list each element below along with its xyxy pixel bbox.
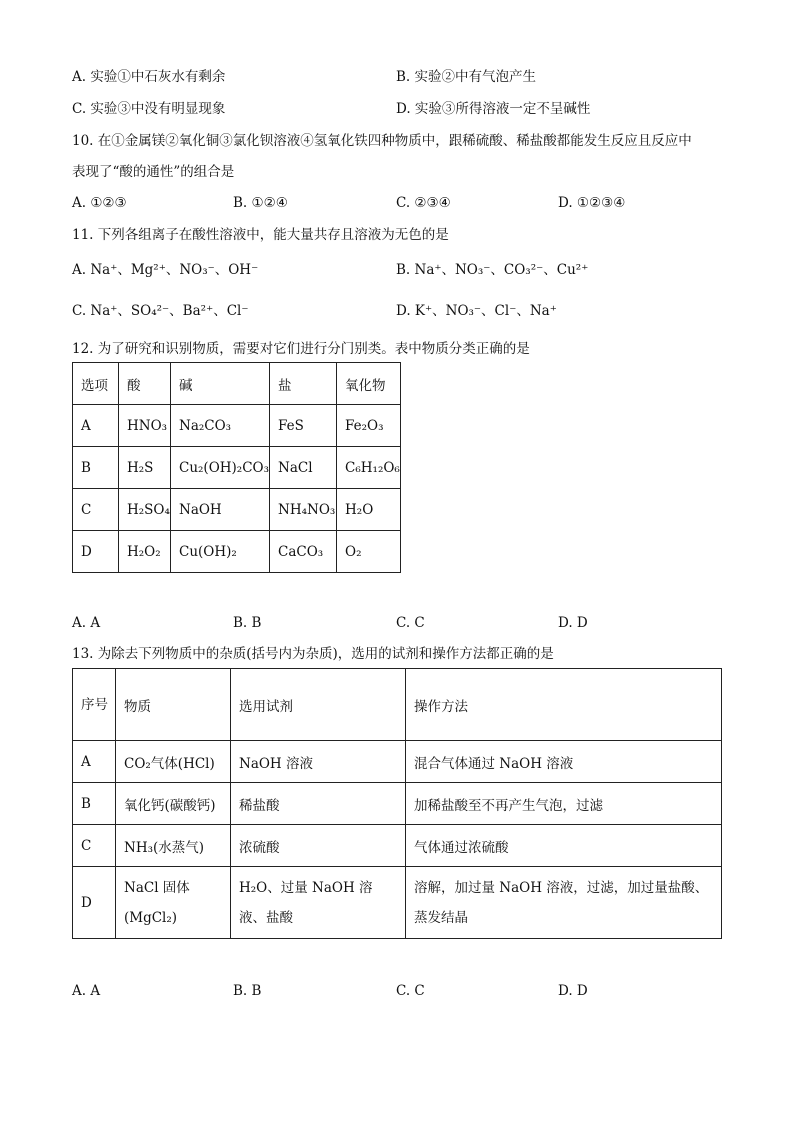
- q11-option-a: A. Na⁺、Mg²⁺、NO₃⁻、OH⁻: [72, 262, 259, 278]
- q13-option-a: A. A: [72, 983, 101, 999]
- q13-option-b: B. B: [233, 983, 262, 999]
- q13-cell: CO₂气体(HCl): [116, 741, 231, 783]
- q10-option-b: B. ①②④: [233, 195, 288, 211]
- q13-cell: 浓硫酸: [231, 825, 406, 867]
- q10-option-c: C. ②③④: [396, 195, 451, 211]
- q12-option-b: B. B: [233, 615, 262, 631]
- q12-header-cell: 酸: [119, 363, 171, 405]
- q12-header-cell: 氧化物: [337, 363, 401, 405]
- q12-option-c: C. C: [396, 615, 425, 631]
- q10-stem-line1: 10. 在①金属镁②氧化铜③氯化钡溶液④氢氧化铁四种物质中，跟稀硫酸、稀盐酸都能发生反应且反应中: [72, 133, 692, 149]
- q12-cell: Cu(OH)₂: [171, 531, 270, 573]
- q12-cell: HNO₃: [119, 405, 171, 447]
- table-row: [73, 783, 722, 825]
- table-row: [73, 531, 401, 573]
- q12-cell: Fe₂O₃: [337, 405, 401, 447]
- table-row: [73, 741, 722, 783]
- q12-cell: C₆H₁₂O₆: [337, 447, 401, 489]
- q13-cell: 溶解，加过量 NaOH 溶液，过滤，加过量盐酸、蒸发结晶: [406, 867, 722, 939]
- q11-option-b: B. Na⁺、NO₃⁻、CO₃²⁻、Cu²⁺: [396, 262, 589, 278]
- q13-cell: C: [73, 825, 116, 867]
- q12-header-row: [73, 363, 401, 405]
- q13-option-c: C. C: [396, 983, 425, 999]
- q12-cell: Na₂CO₃: [171, 405, 270, 447]
- q13-cell: 加稀盐酸至不再产生气泡，过滤: [406, 783, 722, 825]
- table-row: [73, 447, 401, 489]
- q12-cell: H₂O₂: [119, 531, 171, 573]
- q13-cell: 氧化钙(碳酸钙): [116, 783, 231, 825]
- q12-cell: NH₄NO₃: [270, 489, 337, 531]
- q9-option-d: D. 实验③所得溶液一定不呈碱性: [396, 101, 591, 117]
- q12-cell: NaOH: [171, 489, 270, 531]
- q13-cell: D: [73, 867, 116, 939]
- q9-option-c: C. 实验③中没有明显现象: [72, 101, 226, 117]
- q11-option-d: D. K⁺、NO₃⁻、Cl⁻、Na⁺: [396, 303, 557, 319]
- q12-stem: 12. 为了研究和识别物质，需要对它们进行分门别类。表中物质分类正确的是: [72, 341, 530, 357]
- table-row: [73, 825, 722, 867]
- table-row: [73, 489, 401, 531]
- q13-cell: NH₃(水蒸气): [116, 825, 231, 867]
- q12-cell: NaCl: [270, 447, 337, 489]
- q13-stem: 13. 为除去下列物质中的杂质(括号内为杂质)，选用的试剂和操作方法都正确的是: [72, 646, 554, 662]
- q12-cell: B: [73, 447, 119, 489]
- q12-header-cell: 选项: [73, 363, 119, 405]
- q12-cell: H₂O: [337, 489, 401, 531]
- q12-cell: FeS: [270, 405, 337, 447]
- q13-option-d: D. D: [558, 983, 588, 999]
- q9-option-a: A. 实验①中石灰水有剩余: [72, 69, 226, 85]
- q12-cell: O₂: [337, 531, 401, 573]
- table-row: [73, 867, 722, 939]
- q12-cell: Cu₂(OH)₂CO₃: [171, 447, 270, 489]
- q10-option-d: D. ①②③④: [558, 195, 626, 211]
- q12-cell: H₂S: [119, 447, 171, 489]
- q13-cell: NaOH 溶液: [231, 741, 406, 783]
- q13-cell: B: [73, 783, 116, 825]
- q12-cell: CaCO₃: [270, 531, 337, 573]
- q13-cell: 气体通过浓硫酸: [406, 825, 722, 867]
- q12-cell: D: [73, 531, 119, 573]
- q12-cell: C: [73, 489, 119, 531]
- q9-option-b: B. 实验②中有气泡产生: [396, 69, 537, 85]
- q12-option-d: D. D: [558, 615, 588, 631]
- q13-table: [72, 668, 722, 939]
- q13-header-cell: 选用试剂: [231, 669, 406, 741]
- q12-header-cell: 碱: [171, 363, 270, 405]
- q11-stem: 11. 下列各组离子在酸性溶液中，能大量共存且溶液为无色的是: [72, 227, 449, 243]
- q12-cell: A: [73, 405, 119, 447]
- q13-cell: NaCl 固体 (MgCl₂): [116, 867, 231, 939]
- q10-option-a: A. ①②③: [72, 195, 127, 211]
- q13-header-cell: 操作方法: [406, 669, 722, 741]
- q10-stem-line2: 表现了“酸的通性”的组合是: [72, 164, 235, 180]
- q11-option-c: C. Na⁺、SO₄²⁻、Ba²⁺、Cl⁻: [72, 303, 249, 319]
- q13-cell: 混合气体通过 NaOH 溶液: [406, 741, 722, 783]
- q12-table: [72, 362, 401, 573]
- q12-option-a: A. A: [72, 615, 101, 631]
- q13-cell: H₂O、过量 NaOH 溶液、盐酸: [231, 867, 406, 939]
- q13-header-cell: 序号: [73, 669, 116, 741]
- q13-cell: 稀盐酸: [231, 783, 406, 825]
- q13-cell: A: [73, 741, 116, 783]
- q12-header-cell: 盐: [270, 363, 337, 405]
- q12-cell: H₂SO₄: [119, 489, 171, 531]
- table-row: [73, 405, 401, 447]
- q13-header-row: [73, 669, 722, 741]
- q13-header-cell: 物质: [116, 669, 231, 741]
